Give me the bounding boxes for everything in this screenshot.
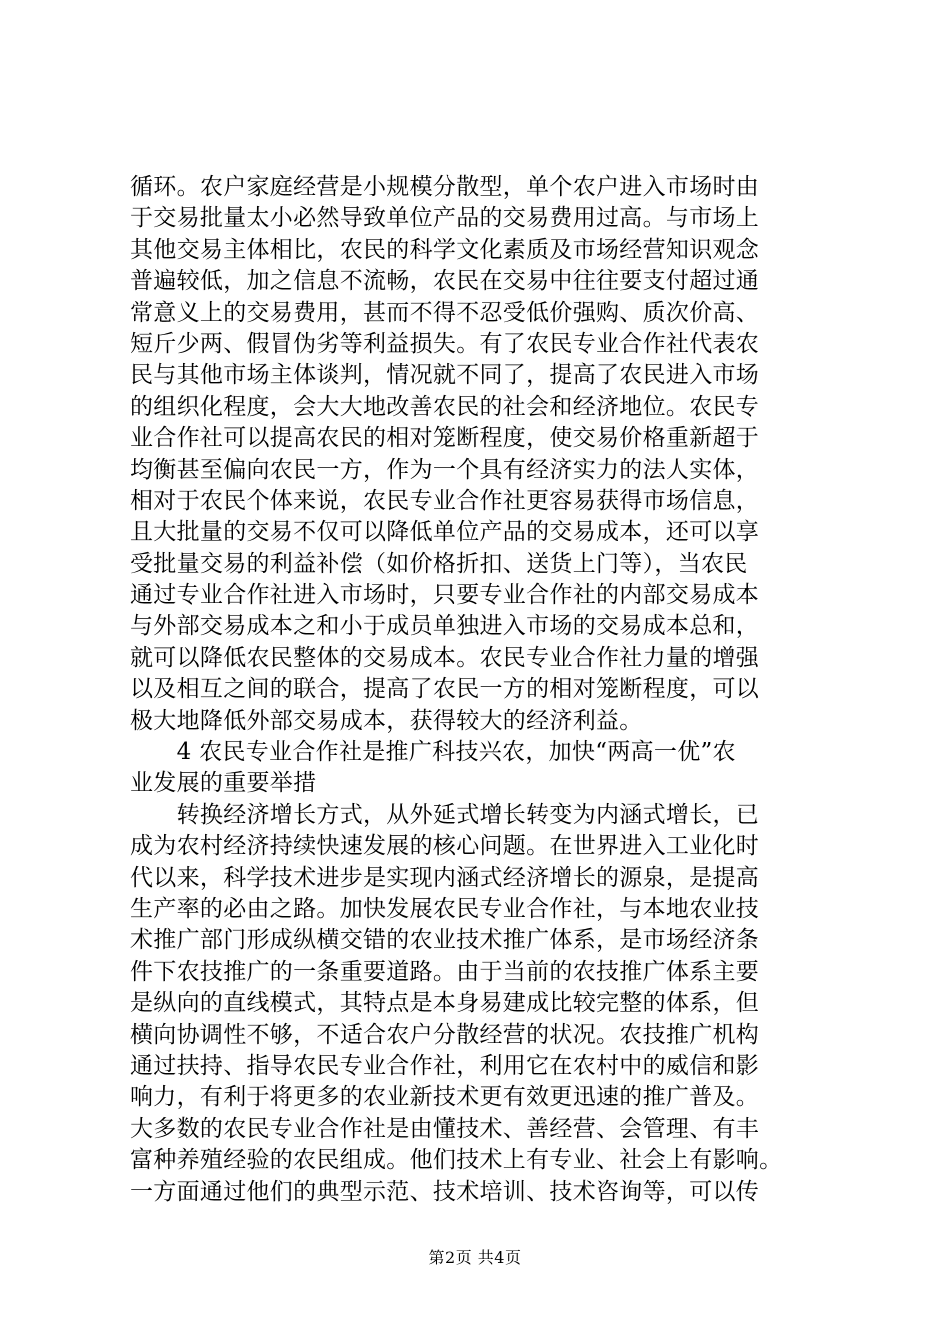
- text-line: 均衡甚至偏向农民一方，作为一个具有经济实力的法人实体，: [130, 456, 760, 483]
- text-line: 相对于农民个体来说，农民专业合作社更容易获得市场信息，: [130, 487, 760, 514]
- text-line: 就可以降低农民整体的交易成本。农民专业合作社力量的增强: [130, 644, 760, 671]
- text-line: 其他交易主体相比，农民的科学文化素质及市场经营知识观念: [130, 236, 760, 263]
- text-line: 业合作社可以提高农民的相对笼断程度，使交易价格重新超于: [130, 425, 760, 452]
- text-line: 的组织化程度，会大大地改善农民的社会和经济地位。农民专: [130, 393, 760, 420]
- text-line: 大多数的农民专业合作社是由懂技术、善经营、会管理、有丰: [130, 1115, 760, 1142]
- text-line: 于交易批量太小必然导致单位产品的交易费用过高。与市场上: [130, 205, 760, 232]
- page-footer: 第2页 共4页: [428, 1248, 522, 1267]
- text-line: 响力，有利于将更多的农业新技术更有效更迅速的推广普及。: [130, 1084, 760, 1111]
- text-line: 极大地降低外部交易成本，获得较大的经济利益。: [130, 707, 643, 734]
- text-line: 是纵向的直线模式，其特点是本身易建成比较完整的体系，但: [130, 990, 760, 1017]
- text-line: 业发展的重要举措: [130, 770, 317, 797]
- text-line: 民与其他市场主体谈判，情况就不同了，提高了农民进入市场: [130, 362, 760, 389]
- text-line: 通过扶持、指导农民专业合作社，利用它在农村中的威信和影: [130, 1052, 760, 1079]
- text-line: 以及相互之间的联合，提高了农民一方的相对笼断程度，可以: [130, 676, 760, 703]
- text-line: 件下农技推广的一条重要道路。由于当前的农技推广体系主要: [130, 958, 760, 985]
- text-line: 且大批量的交易不仅可以降低单位产品的交易成本，还可以享: [130, 519, 760, 546]
- text-line: 术推广部门形成纵横交错的农业技术推广体系，是市场经济条: [130, 927, 760, 954]
- text-line: 与外部交易成本之和小于成员单独进入市场的交易成本总和，: [130, 613, 760, 640]
- text-line: 一方面通过他们的典型示范、技术培训、技术咨询等，可以传: [130, 1178, 760, 1205]
- text-line: 横向协调性不够，不适合农户分散经营的状况。农技推广机构: [130, 1021, 760, 1048]
- text-line: 通过专业合作社进入市场时，只要专业合作社的内部交易成本: [130, 582, 760, 609]
- text-line: 常意义上的交易费用，甚而不得不忍受低价强购、质次价高、: [130, 299, 760, 326]
- text-line: 富种养殖经验的农民组成。他们技术上有专业、社会上有影响。: [130, 1147, 783, 1174]
- text-line: 受批量交易的利益补偿（如价格折扣、送货上门等），当农民: [130, 550, 748, 577]
- text-line: 代以来，科学技术进步是实现内涵式经济增长的源泉，是提高: [130, 864, 760, 891]
- text-line: 生产率的必由之路。加快发展农民专业合作社，与本地农业技: [130, 895, 760, 922]
- text-line: 普遍较低，加之信息不流畅，农民在交易中往往要支付超过通: [130, 268, 760, 295]
- body-text: [130, 172, 830, 1208]
- text-line: 转换经济增长方式，从外延式增长转变为内涵式增长，已: [130, 801, 760, 828]
- text-line: 4 农民专业合作社是推广科技兴农，加快“两高一优”农: [130, 739, 736, 766]
- text-line: 短斤少两、假冒伪劣等利益损失。有了农民专业合作社代表农: [130, 330, 760, 357]
- text-line: 成为农村经济持续快速发展的核心问题。在世界进入工业化时: [130, 833, 760, 860]
- text-line: 循环。农户家庭经营是小规模分散型，单个农户进入市场时由: [130, 174, 760, 200]
